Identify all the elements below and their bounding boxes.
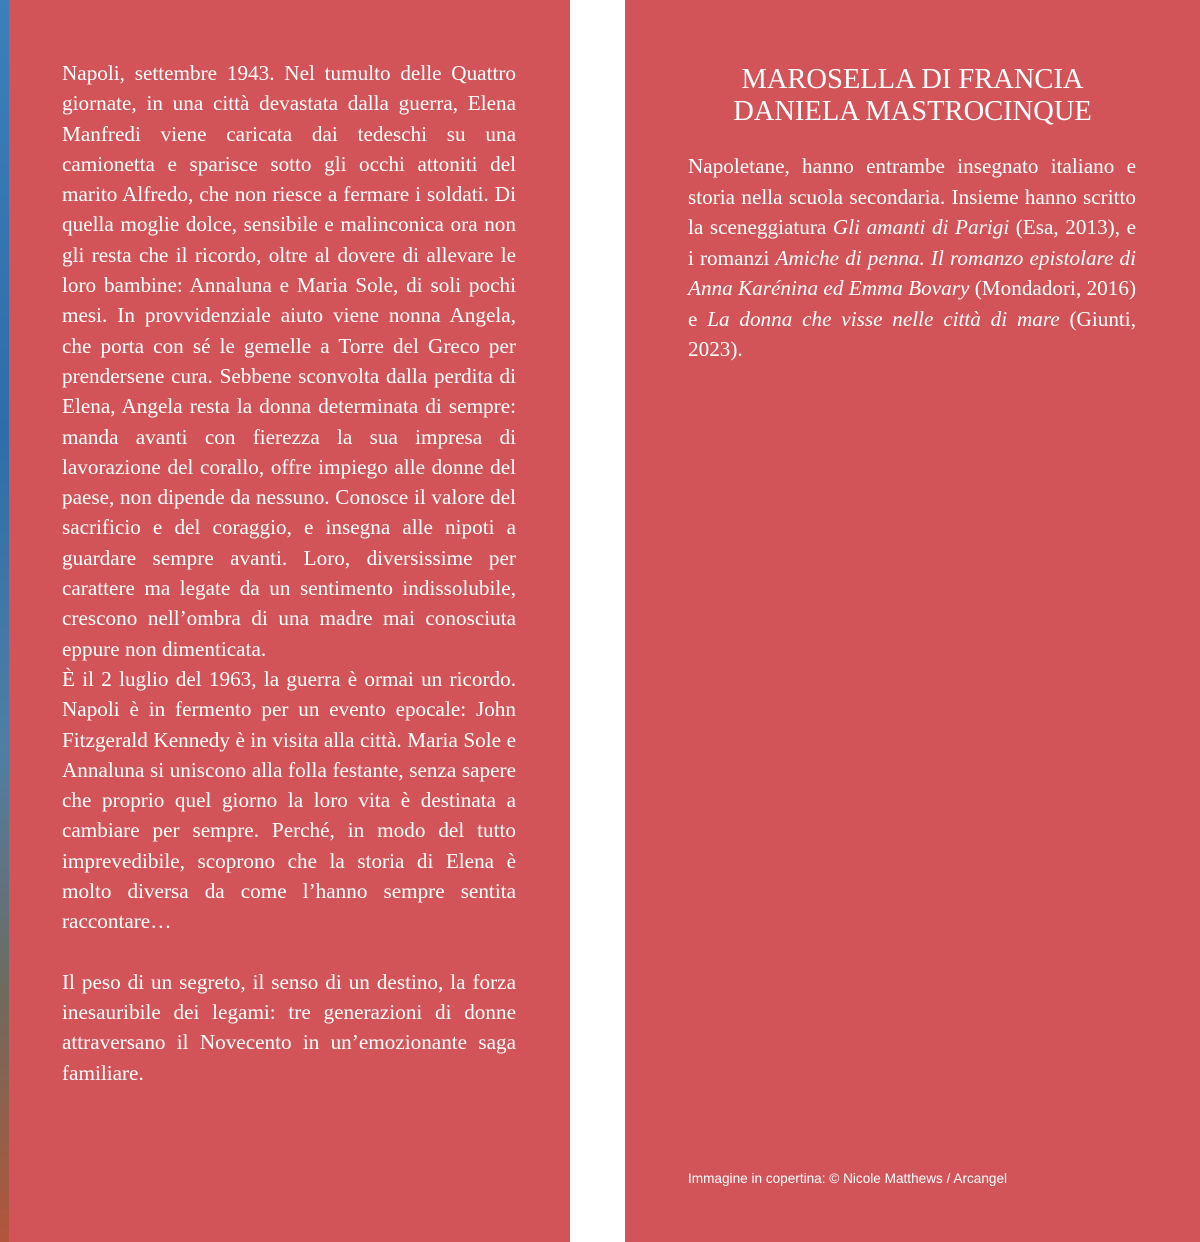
- cover-image-credit: Immagine in copertina: © Nicole Matthews / Arcangel: [688, 1171, 1008, 1186]
- bio-book-title-2: Amiche di penna. Il romanzo epistolare di Anna Karénina ed Emma Bovary: [688, 245, 1136, 300]
- front-cover-edge: [0, 0, 9, 1242]
- author-names: [625, 64, 1200, 128]
- bio-text-4: (Giunti, 2023).: [688, 306, 1136, 361]
- author-bio-text: [688, 151, 1136, 365]
- synopsis-paragraph-2: È il 2 luglio del 1963, la guerra è ormai un ricordo. Napoli è in fermento per un evento epocale: John Fitzgerald Kennedy è in visita alla città. Maria Sole e Annaluna si uniscono alla folla festante, senza sapere che proprio quel giorno la loro vita è destinata a cambiare per sempre. Perché, in modo del tutto imprevedibile, scoprono che la storia di Elena è molto diversa da come l’hanno sempre sentita raccontare…: [62, 666, 516, 934]
- synopsis-paragraph-1: Napoli, settembre 1943. Nel tumulto delle Quattro giornate, in una città devastata dalla guerra, Elena Manfredi viene caricata dai tedeschi su una camionetta e sparisce sotto gli occhi attoniti del marito Alfredo, che non riesce a fermare i soldati. Di quella moglie dolce, sensibile e malinconica ora non gli resta che il ricordo, oltre al dovere di allevare le loro bambine: Annaluna e Maria Sole, di soli pochi mesi. In provvidenziale aiuto viene nonna Angela, che porta con sé le gemelle a Torre del Greco per prendersene cura. Sebbene sconvolta dalla perdita di Elena, Angela resta la donna determinata di sempre: manda avanti con fierezza la sua impresa di lavorazione del corallo, offre impiego alle donne del paese, non dipende da nessuno. Conosce il valore del sacrificio e del coraggio, e insegna alle nipoti a guardare sempre avanti. Loro, diversissime per carattere ma legate da un sentimento indissolubile, crescono nell’ombra di una madre mai conosciuta eppure non dimenticata.: [62, 61, 516, 661]
- right-flap: [625, 0, 1200, 1242]
- author-name-1: MAROSELLA DI FRANCIA: [741, 64, 1084, 95]
- author-bio: [688, 151, 1136, 365]
- synopsis-paragraph-3: Il peso di un segreto, il senso di un destino, la forza inesauribile dei legami: tre generazioni di donne attraversano il Novecento in un’emozionante saga familiare.: [62, 969, 516, 1085]
- author-name-2: DANIELA MASTROCINQUE: [733, 96, 1092, 127]
- bio-text-2: (Esa, 2013), e i romanzi: [688, 215, 1137, 270]
- synopsis: [62, 58, 516, 1088]
- bio-text-1: Napoletane, hanno entrambe insegnato italiano e storia nella scuola secondaria. Insieme hanno scritto la sceneggiatura: [688, 154, 1136, 239]
- left-flap: [9, 0, 570, 1242]
- bio-text-3: (Mondadori, 2016) e: [688, 276, 1136, 331]
- bio-book-title-1: Gli amanti di Parigi: [832, 215, 1010, 239]
- bio-book-title-3: La donna che visse nelle città di mare: [707, 306, 1060, 331]
